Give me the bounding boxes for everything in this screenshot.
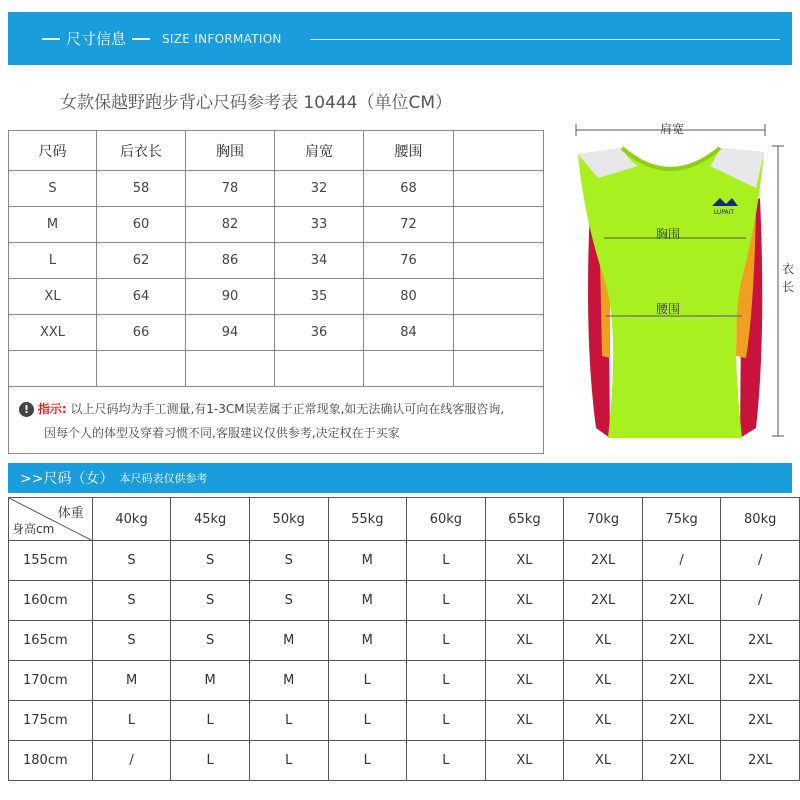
size-chart-table <box>8 130 544 387</box>
table-row <box>9 207 544 243</box>
cell: 2XL <box>642 581 721 621</box>
cell <box>454 171 544 207</box>
banner-dash-right <box>132 38 150 40</box>
corner-weight-label: 体重 <box>57 506 84 521</box>
cell: XL <box>9 279 97 315</box>
cell: L <box>407 741 486 781</box>
table-row <box>9 315 544 351</box>
height-cell: 165cm <box>9 621 93 661</box>
corner-cell <box>9 498 93 541</box>
weight-height-table <box>8 497 800 781</box>
cell: XL <box>564 621 643 661</box>
cell: L <box>9 243 97 279</box>
cell: 58 <box>97 171 186 207</box>
weight-header: 40kg <box>92 498 171 541</box>
waist-label: 腰围 <box>656 302 681 316</box>
cell: 35 <box>275 279 364 315</box>
cell: S <box>249 581 328 621</box>
cell: XL <box>485 701 564 741</box>
shoulder-width-label: 肩宽 <box>660 122 685 136</box>
cell: 2XL <box>642 661 721 701</box>
cell: 2XL <box>721 741 800 781</box>
weight-header: 55kg <box>328 498 407 541</box>
cell: L <box>328 701 407 741</box>
cell: L <box>171 741 250 781</box>
cell: L <box>249 701 328 741</box>
cell: / <box>721 581 800 621</box>
cell: XL <box>485 621 564 661</box>
cell: 60 <box>97 207 186 243</box>
cell: 2XL <box>721 701 800 741</box>
cell: 36 <box>275 315 364 351</box>
corner-height-label: 身高cm <box>12 522 55 536</box>
height-cell: 180cm <box>9 741 93 781</box>
table-row <box>9 541 800 581</box>
cell: XL <box>564 741 643 781</box>
table-row <box>9 661 800 701</box>
cell: 72 <box>364 207 454 243</box>
cell: / <box>721 541 800 581</box>
table-row <box>9 741 800 781</box>
weight-header: 70kg <box>564 498 643 541</box>
cell: L <box>407 581 486 621</box>
table-row <box>9 581 800 621</box>
cell <box>454 207 544 243</box>
cell: L <box>171 701 250 741</box>
weight-header: 60kg <box>407 498 486 541</box>
cell: 2XL <box>721 661 800 701</box>
weight-header-row <box>9 498 800 541</box>
cell: 68 <box>364 171 454 207</box>
cell: 94 <box>186 315 275 351</box>
cell: L <box>407 541 486 581</box>
cell: XL <box>485 581 564 621</box>
logo-text: LUPAIT <box>713 209 735 216</box>
cell: 62 <box>97 243 186 279</box>
length-label-1: 衣 <box>782 262 795 276</box>
weight-header: 75kg <box>642 498 721 541</box>
vest-measurement-diagram <box>560 108 800 453</box>
cell: / <box>642 541 721 581</box>
header-back-length: 后衣长 <box>97 131 186 171</box>
cell: 82 <box>186 207 275 243</box>
cell: XL <box>564 701 643 741</box>
cell: 2XL <box>564 541 643 581</box>
cell <box>364 351 454 387</box>
size-chart-header-row <box>9 131 544 171</box>
size-chart-title: 女款保越野跑步背心尺码参考表 10444（单位CM） <box>60 93 453 113</box>
cell: 2XL <box>564 581 643 621</box>
banner-title-en: SIZE INFORMATION <box>162 31 282 46</box>
table-row <box>9 351 544 387</box>
header-chest: 胸围 <box>186 131 275 171</box>
table-row <box>9 171 544 207</box>
chest-label: 胸围 <box>656 227 681 241</box>
cell <box>454 351 544 387</box>
banner-divider <box>310 39 780 40</box>
cell: 90 <box>186 279 275 315</box>
size-note <box>8 384 544 454</box>
note-line-1: 以上尺码均为手工测量,有1-3CM误差属于正常现象,如无法确认可向在线客服咨询, <box>70 402 505 416</box>
cell: XL <box>564 661 643 701</box>
cell <box>186 351 275 387</box>
cell: L <box>249 741 328 781</box>
note-line-2: 因每个人的体型及穿着习惯不同,客服建议仅供参考,决定权在于买家 <box>44 426 400 440</box>
section2-subtitle: 本尺码表仅供参考 <box>119 472 208 485</box>
info-icon: ! <box>19 402 34 417</box>
cell: 2XL <box>642 621 721 661</box>
banner-title-cn: 尺寸信息 <box>66 30 127 48</box>
weight-header: 80kg <box>721 498 800 541</box>
cell <box>275 351 364 387</box>
cell: L <box>328 741 407 781</box>
cell <box>454 315 544 351</box>
cell: 76 <box>364 243 454 279</box>
cell: M <box>328 541 407 581</box>
table-row <box>9 243 544 279</box>
cell: L <box>407 621 486 661</box>
length-label-2: 长 <box>782 280 795 294</box>
cell: 86 <box>186 243 275 279</box>
cell: M <box>328 581 407 621</box>
cell: S <box>171 581 250 621</box>
cell: S <box>171 621 250 661</box>
cell: 84 <box>364 315 454 351</box>
cell <box>97 351 186 387</box>
cell: XXL <box>9 315 97 351</box>
cell: XL <box>485 741 564 781</box>
size-info-banner <box>8 12 792 65</box>
table-row <box>9 279 544 315</box>
cell: 32 <box>275 171 364 207</box>
note-label: 指示: <box>37 402 67 416</box>
cell: L <box>92 701 171 741</box>
cell: 33 <box>275 207 364 243</box>
section2-title: >>尺码（女） <box>20 471 114 487</box>
cell: M <box>92 661 171 701</box>
cell: L <box>407 661 486 701</box>
cell <box>9 351 97 387</box>
cell: S <box>249 541 328 581</box>
weight-header: 45kg <box>171 498 250 541</box>
cell: S <box>92 621 171 661</box>
cell: L <box>407 701 486 741</box>
cell: S <box>92 541 171 581</box>
banner-dash-left <box>42 38 60 40</box>
cell: 64 <box>97 279 186 315</box>
table-row <box>9 621 800 661</box>
cell: M <box>328 621 407 661</box>
cell <box>454 279 544 315</box>
cell <box>454 243 544 279</box>
cell: XL <box>485 661 564 701</box>
vest-illustration <box>560 108 800 453</box>
height-cell: 155cm <box>9 541 93 581</box>
womens-size-bar <box>8 463 792 493</box>
cell: M <box>171 661 250 701</box>
weight-header: 65kg <box>485 498 564 541</box>
header-shoulder: 肩宽 <box>275 131 364 171</box>
cell: / <box>92 741 171 781</box>
table-row <box>9 701 800 741</box>
cell: 78 <box>186 171 275 207</box>
cell: XL <box>485 541 564 581</box>
cell: M <box>249 621 328 661</box>
header-size: 尺码 <box>9 131 97 171</box>
height-cell: 160cm <box>9 581 93 621</box>
height-cell: 170cm <box>9 661 93 701</box>
height-cell: 175cm <box>9 701 93 741</box>
cell: S <box>92 581 171 621</box>
cell: L <box>328 661 407 701</box>
weight-header: 50kg <box>249 498 328 541</box>
cell: S <box>9 171 97 207</box>
cell: S <box>171 541 250 581</box>
cell: M <box>9 207 97 243</box>
cell: 80 <box>364 279 454 315</box>
header-empty <box>454 131 544 171</box>
cell: M <box>249 661 328 701</box>
cell: 34 <box>275 243 364 279</box>
cell: 2XL <box>642 701 721 741</box>
cell: 2XL <box>721 621 800 661</box>
cell: 2XL <box>642 741 721 781</box>
cell: 66 <box>97 315 186 351</box>
header-waist: 腰围 <box>364 131 454 171</box>
